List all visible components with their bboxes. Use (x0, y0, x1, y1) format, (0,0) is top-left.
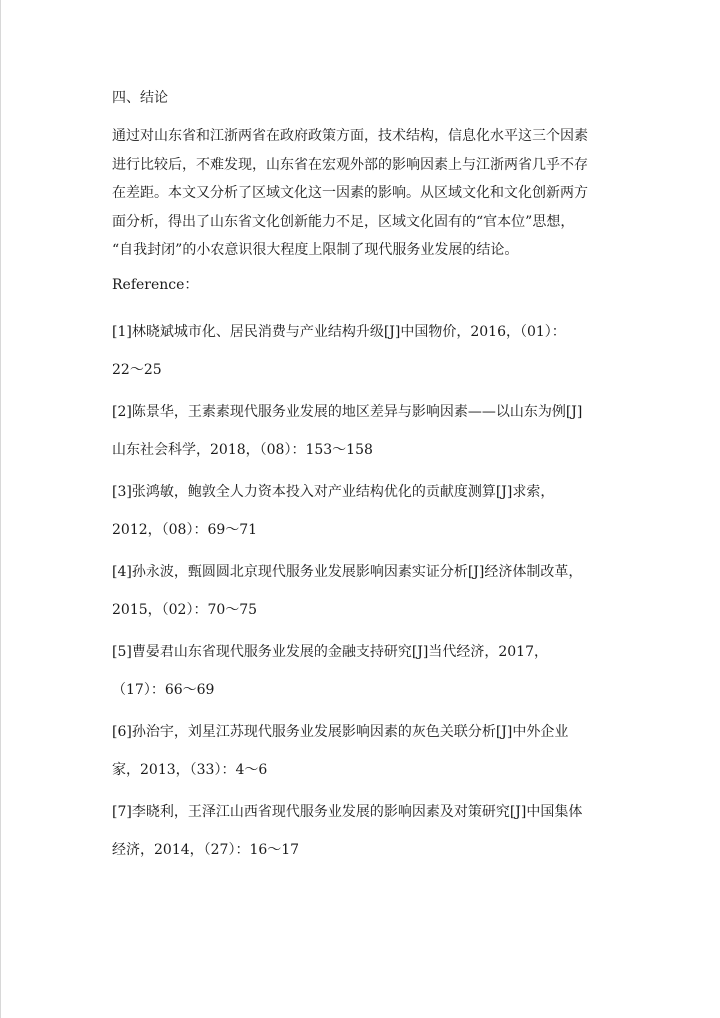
reference-line: [2]陈景华，王素素现代服务业发展的地区差异与影响因素——以山东为例[J] (112, 403, 583, 420)
reference-line: [5]曹晏君山东省现代服务业发展的金融支持研究[J]当代经济，2017， (112, 643, 548, 660)
paragraph-line: 在差距。本文又分析了区域文化这一因素的影响。从区域文化和文化创新两方 (112, 185, 588, 201)
paragraph-line: 面分析，得出了山东省文化创新能力不足，区域文化固有的“官本位”思想， (112, 213, 575, 230)
references-heading: Reference： (112, 276, 199, 293)
reference-item (112, 313, 612, 389)
reference-list (112, 313, 612, 869)
reference-line: 山东社会科学，2018，（08）：153～158 (112, 441, 373, 458)
reference-item (112, 633, 612, 709)
reference-item (112, 553, 612, 629)
reference-line: 2012，（08）：69～71 (112, 521, 258, 538)
paragraph-line: “自我封闭”的小农意识很大程度上限制了现代服务业发展的结论。 (112, 242, 519, 258)
reference-line: [6]孙治宇，刘星江苏现代服务业发展影响因素的灰色关联分析[J]中外企业 (112, 723, 569, 740)
reference-line: 2015，（02）：70～75 (112, 601, 258, 618)
reference-line: [7]李晓利，王泽江山西省现代服务业发展的影响因素及对策研究[J]中国集体 (112, 803, 583, 820)
reference-line: [4]孙永波，甄圆圆北京现代服务业发展影响因素实证分析[J]经济体制改革， (112, 563, 583, 580)
reference-item (112, 713, 612, 789)
paragraph-line: 通过对山东省和江浙两省在政府政策方面，技术结构，信息化水平这三个因素 (112, 128, 588, 144)
reference-line: 22～25 (112, 361, 162, 378)
reference-item (112, 473, 612, 549)
reference-item (112, 393, 612, 469)
paragraph-line: 进行比较后，不难发现，山东省在宏观外部的影响因素上与江浙两省几乎不存 (112, 156, 588, 173)
reference-line: 家，2013，（33）：4～6 (112, 761, 268, 778)
reference-line: 经济，2014，（27）：16～17 (112, 841, 300, 858)
reference-line: （17）：66～69 (112, 681, 215, 698)
conclusion-paragraph (112, 122, 612, 265)
reference-line: [3]张鸿敏，鲍敦全人力资本投入对产业结构优化的贡献度测算[J]求索， (112, 483, 555, 500)
reference-item (112, 793, 612, 869)
page-content (112, 84, 612, 873)
reference-line: [1]林晓斌城市化、居民消费与产业结构升级[J]中国物价，2016，（01）： (112, 323, 566, 340)
section-heading: 四、结论 (112, 90, 168, 106)
